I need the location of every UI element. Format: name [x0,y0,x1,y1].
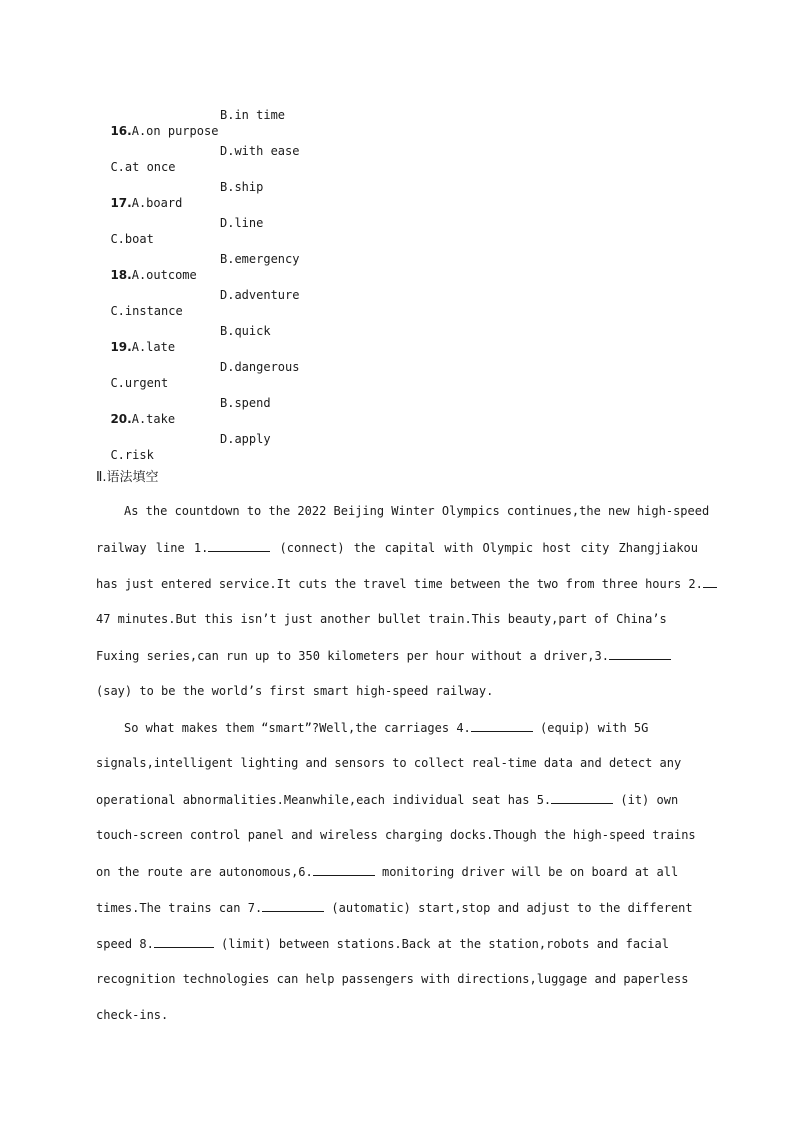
passage-line [96,863,698,879]
passage-line [124,719,698,735]
option-row-18-cd [96,287,300,318]
passage-text: monitoring driver will be on board at all [374,865,679,879]
blank-8 [154,935,214,948]
option-c: C.risk [110,448,154,462]
passage-line [96,791,698,807]
passage-text: (equip) with 5G [532,721,649,735]
option-c: C.boat [110,232,154,246]
passage-line: As the countdown to the 2022 Beijing Winter Olympics continues,the new high-speed [124,504,710,518]
passage-line: signals,intelligent lighting and sensors to collect real-time data and detect any [96,756,682,770]
passage-line: 47 minutes.But this isn’t just another bullet train.This beauty,part of China’s [96,612,667,626]
option-row-18 [96,251,300,282]
passage-text: (limit) between stations.Back at the station,robots and facial [213,937,669,951]
passage-line: check-ins. [96,1008,169,1022]
question-number: 19. [110,340,132,354]
blank-1 [208,539,270,552]
option-c: C.urgent [110,376,169,390]
option-row-16-cd [96,143,300,174]
passage-text: (it) own [613,793,679,807]
option-b: B.in time [220,108,286,122]
option-d: D.apply [220,432,271,446]
option-d: D.line [220,216,264,230]
passage-line [96,575,703,591]
passage-text: (connect) the capital with Olympic host city Zhangjiakou [270,541,698,555]
blank-4 [471,719,533,732]
option-row-19 [96,323,271,354]
blank-6 [313,863,375,876]
question-number: 20. [110,412,132,426]
passage-text: operational abnormalities.Meanwhile,each individual seat has 5. [96,793,552,807]
option-a: A.board [131,196,183,210]
option-a: A.late [131,340,176,354]
blank-2 [703,575,717,588]
option-d: D.adventure [220,288,300,302]
blank-3 [609,647,671,660]
option-d: D.dangerous [220,360,300,374]
passage-line: touch-screen control panel and wireless charging docks.Though the high-speed trains [96,828,696,842]
passage-text: So what makes them “smart”?Well,the carriages 4. [124,721,471,735]
passage-text: times.The trains can 7. [96,901,263,915]
passage-line: (say) to be the world’s first smart high-speed railway. [96,684,494,698]
option-b: B.quick [220,324,271,338]
question-number: 17. [110,196,132,210]
passage-line [96,539,698,555]
option-c: C.at once [110,160,176,174]
question-number: 18. [110,268,132,282]
question-number: 16. [110,124,132,138]
blank-5 [551,791,613,804]
option-row-19-cd [96,359,300,390]
option-c: C.instance [110,304,183,318]
section-title: Ⅱ.语法填空 [96,470,159,485]
option-d: D.with ease [220,144,300,158]
option-row-20-cd [96,431,271,462]
option-a: A.on purpose [131,124,219,138]
blank-7 [262,899,324,912]
option-row-17-cd [96,215,264,246]
option-row-20 [96,395,271,426]
passage-text: speed 8. [96,937,154,951]
passage-text: railway line 1. [96,541,209,555]
passage-text: has just entered service.It cuts the travel time between the two from three hours 2. [96,577,703,591]
passage-line [96,899,698,915]
passage-line: recognition technologies can help passengers with directions,luggage and paperless [96,972,689,986]
option-b: B.spend [220,396,271,410]
option-row-16 [96,107,286,138]
option-a: A.take [131,412,176,426]
passage-text: Fuxing series,can run up to 350 kilometers per hour without a driver,3. [96,649,609,663]
passage-text: on the route are autonomous,6. [96,865,313,879]
passage-line [96,935,698,951]
option-b: B.emergency [220,252,300,266]
option-b: B.ship [220,180,264,194]
option-row-17 [96,179,264,210]
passage-text: (automatic) start,stop and adjust to the different [324,901,693,915]
option-a: A.outcome [131,268,197,282]
passage-line [96,647,698,663]
